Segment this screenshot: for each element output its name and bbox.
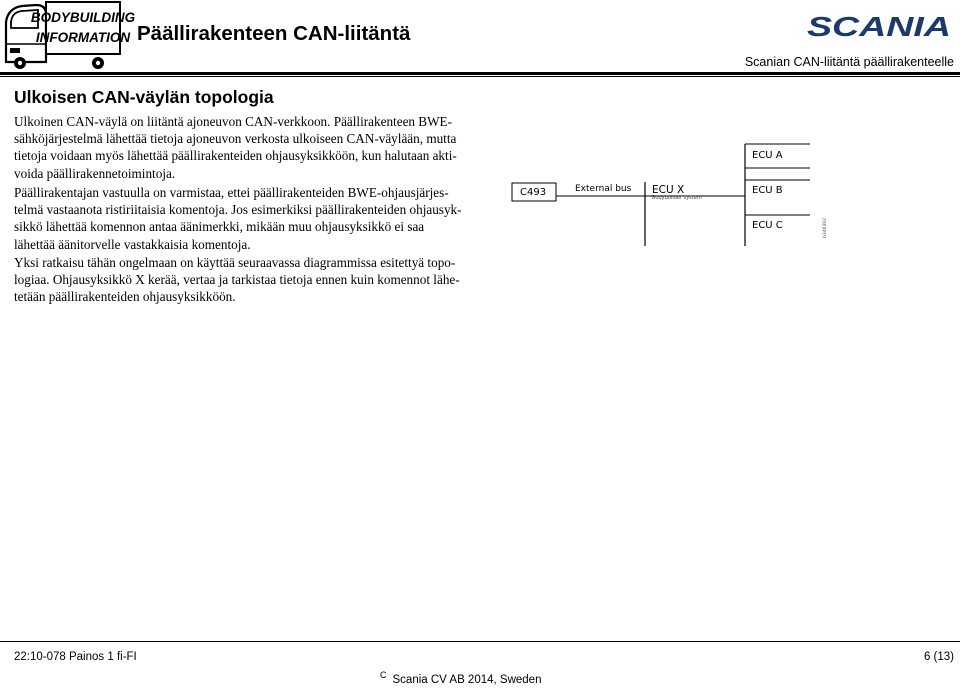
ecu-b-label: ECU B	[752, 185, 783, 196]
document-title: Päällirakenteen CAN-liitäntä	[137, 22, 411, 45]
ecu-a-label: ECU A	[752, 150, 783, 161]
paragraph-solution	[14, 254, 484, 306]
page-number: 6 (13)	[923, 651, 954, 663]
brand-wordmark: SCANIA	[807, 11, 951, 42]
copyright-notice	[380, 670, 542, 686]
figure-reference: b346392	[823, 217, 828, 238]
paragraph-line: Ulkoinen CAN-väylä on liitäntä ajoneuvon CAN-verkkoon. Päällirakenteen BWE-	[14, 114, 453, 129]
ecu-x-label: ECU X	[652, 184, 685, 196]
paragraph-line: tetään päällirakenteiden ohjausyksikköön.	[14, 289, 236, 305]
paragraph-line: lähettää äänitorvelle vastakkaisia komentoja.	[14, 236, 251, 252]
paragraph-line: Päällirakentajan vastuulla on varmistaa, ettei päällirakenteiden BWE-ohjausjärjes-	[14, 185, 449, 200]
can-topology-diagram	[505, 140, 840, 250]
ecu-c-label: ECU C	[752, 220, 783, 231]
paragraph-responsibility	[14, 184, 484, 253]
section-heading: Ulkoisen CAN-väylän topologia	[14, 87, 274, 107]
paragraph-intro	[14, 113, 484, 182]
document-subtitle: Scanian CAN-liitäntä päällirakenteelle	[744, 55, 954, 69]
paragraph-line: sikkö lähettää komennon antaa äänimerkki, mikään muu ohjausyksikkö ei saa	[14, 219, 425, 235]
external-bus-label: External bus	[575, 184, 632, 194]
paragraph-line: telmä vastaanota ristiriitaisia komentoja. Jos esimerkiksi päällirakenteiden ohjausyk-	[14, 202, 462, 218]
c493-label: C493	[520, 187, 547, 198]
header-divider-thin	[0, 76, 960, 77]
bodybuilding-information-logo	[2, 0, 136, 70]
copyright-text: Scania CV AB 2014, Sweden	[392, 674, 542, 686]
paragraph-line: sähköjärjestelmä lähettää tietoja ajoneuvon verkosta ulkoiseen CAN-väylään, mutta	[14, 131, 457, 147]
copyright-icon: C	[380, 670, 387, 680]
document-reference: 22:10-078 Painos 1 fi-FI	[14, 651, 137, 663]
paragraph-line: logiaa. Ohjausyksikkö X kerää, vertaa ja tarkistaa tietoja ennen kuin komennot lähe-	[14, 272, 460, 288]
header-divider	[0, 72, 960, 75]
scania-brand-logo	[806, 12, 952, 40]
truck-logo-icon	[2, 0, 136, 70]
logo-line-2: INFORMATION	[35, 30, 131, 45]
logo-line-1: BODYBUILDING	[30, 10, 136, 25]
paragraph-line: voida päällirakennetoimintoja.	[14, 165, 176, 181]
paragraph-line: Yksi ratkaisu tähän ongelmaan on käyttää seuraavassa diagrammissa esitettyä topo-	[14, 255, 456, 270]
footer-divider	[0, 641, 960, 642]
paragraph-line: tietoja voidaan myös lähettää päällirakenteiden ohjausyksikköön, kun halutaan akti-	[14, 148, 457, 164]
ecu-x-sublabel: Bodybuilder system	[652, 195, 702, 201]
